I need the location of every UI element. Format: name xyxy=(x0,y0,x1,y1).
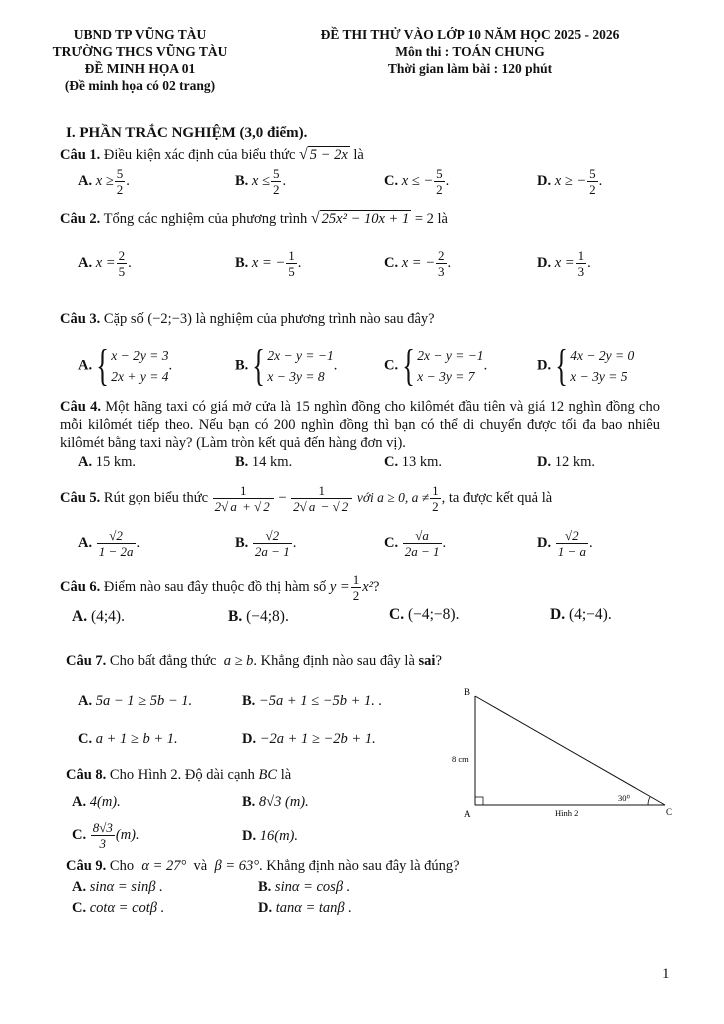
triangle-figure xyxy=(440,680,690,825)
option-value: cotα = cotβ . xyxy=(89,900,165,916)
q9-option-c[interactable] xyxy=(72,900,164,917)
q1-label: Câu 1. xyxy=(60,147,101,163)
vertex-a-label: A xyxy=(464,809,471,819)
frac-num: 5 xyxy=(589,166,596,181)
q3-option-d[interactable]: D.{ 4x − 2y = 0 x − 3y = 5 xyxy=(537,341,635,390)
option-lhs: x = − xyxy=(251,254,286,271)
option-value: 4(m). xyxy=(89,794,121,810)
q3-text-a: Cặp số xyxy=(103,311,144,327)
option-letter: D. xyxy=(537,172,552,189)
system-eq-1: x − 2y = 3 xyxy=(111,348,169,363)
frac-num: 8√3 xyxy=(92,820,113,835)
frac-den: 3 xyxy=(99,836,107,851)
q3-pair: (−2;−3) xyxy=(147,311,192,327)
vertex-b-label: B xyxy=(464,687,471,697)
q8-label: Câu 8. xyxy=(66,767,107,783)
option-lhs: x ≥ xyxy=(95,172,114,189)
side-length-label: 8 cm xyxy=(452,754,469,764)
q9-label: Câu 9. xyxy=(66,858,107,874)
option-letter: D. xyxy=(537,534,552,551)
option-letter: A. xyxy=(78,454,93,470)
q6-func: y = xyxy=(329,579,350,595)
q1-text: Điều kiện xác định của biểu thức xyxy=(103,147,296,163)
page-number: 1 xyxy=(662,966,670,982)
option-letter: B. xyxy=(242,794,256,810)
figure-caption: Hình 2 xyxy=(555,808,579,818)
q7-inequality: a ≥ b xyxy=(223,653,254,669)
q3-option-a[interactable]: A.{ x − 2y = 3 2x + y = 4 . xyxy=(78,341,173,390)
q9-text-b: . Khẳng định nào sau đây là đúng? xyxy=(259,858,460,874)
system-eq-2: x − 3y = 5 xyxy=(570,369,628,384)
frac-den: 2 xyxy=(589,182,596,197)
q9-alpha: α = 27° xyxy=(141,858,187,874)
option-letter: A. xyxy=(78,534,93,551)
q9-option-d[interactable] xyxy=(258,900,352,917)
option-value: sinα = cosβ . xyxy=(274,879,351,895)
q9-option-b[interactable] xyxy=(258,879,350,896)
q6-option-c[interactable] xyxy=(389,606,459,624)
frac-den: 2a − 1 xyxy=(254,544,290,559)
header-left-line-1: UBND TP VŨNG TÀU xyxy=(73,27,207,42)
frac-den: 3 xyxy=(438,264,445,279)
frac-den: 5 xyxy=(118,264,126,279)
frac-num: √2 xyxy=(253,528,292,544)
frac-num: √2 xyxy=(97,528,136,544)
system-eq-2: 2x + y = 4 xyxy=(111,369,169,384)
q2-rhs: = 2 xyxy=(414,211,434,227)
frac-num: 2 xyxy=(438,248,445,263)
q3-option-c[interactable]: C.{ 2x − y = −1 x − 3y = 7 . xyxy=(384,341,488,390)
q9-and: và xyxy=(193,858,208,874)
q8-option-c[interactable] xyxy=(72,820,140,851)
option-value: −2a + 1 ≥ −2b + 1. xyxy=(259,731,376,747)
frac-num: 5 xyxy=(436,166,443,181)
q7-option-d[interactable] xyxy=(242,731,376,748)
q1-option-a[interactable]: A. x ≥ $\frac{5}{2}$ . xyxy=(78,166,130,197)
q9-text-a: Cho xyxy=(109,858,135,874)
question-6: Câu 6. Điểm nào sau đây thuộc đồ thị hàm số y = $\frac{1}{2}$ x²? xyxy=(60,572,380,604)
angle-label: 30⁰ xyxy=(618,793,630,803)
option-letter: A. xyxy=(72,794,87,810)
system-eq-1: 2x − y = −1 xyxy=(267,348,334,363)
q3-text-b: là nghiệm của phương trình nào sau đây? xyxy=(195,311,435,327)
q7-tail: ? xyxy=(435,653,442,669)
frac-num: 5 xyxy=(116,166,124,181)
option-value: (4;−4). xyxy=(568,606,612,623)
option-value: 15 km. xyxy=(95,454,137,470)
q4-option-c[interactable] xyxy=(384,454,442,471)
frac-den: 2 xyxy=(436,182,443,197)
q7-text-a: Cho bất đẳng thức xyxy=(109,653,217,669)
header-left-line-2: TRƯỜNG THCS VŨNG TÀU xyxy=(52,44,228,59)
frac-num: 1 xyxy=(288,248,295,263)
q2-option-a[interactable]: A. x = $\frac{2}{5}$ . xyxy=(78,248,132,279)
q6-option-d[interactable] xyxy=(550,606,612,624)
header-left-line-3: ĐỀ MINH HỌA 01 xyxy=(84,61,196,76)
q6-tail: ? xyxy=(373,579,380,595)
frac-den: 1 − a xyxy=(557,544,587,559)
question-5: Câu 5. Rút gọn biểu thức $\frac{1}{2√ a + √ 2}$ − $\frac{1}{2√ a - √ 2}$ với a ≥ 0, a ≠ $\frac{1}{2}$ , ta được kết quả là xyxy=(60,483,553,515)
option-letter: A. xyxy=(78,357,93,374)
option-letter: A. xyxy=(72,879,87,895)
question-2: Câu 2. Tổng các nghiệm của phương trình √ 25x² − 10x + 1 = 2 là xyxy=(60,210,448,227)
option-value: 8√3 (m). xyxy=(258,794,309,810)
option-value: 12 km. xyxy=(554,454,596,470)
option-letter: C. xyxy=(78,731,93,747)
q4-option-d[interactable] xyxy=(537,454,595,471)
q6-label: Câu 6. xyxy=(60,579,101,595)
frac-den: 5 xyxy=(288,264,295,279)
option-letter: A. xyxy=(78,172,93,189)
header-right-line-1: ĐỀ THI THỬ VÀO LỚP 10 NĂM HỌC 2025 - 2026 xyxy=(320,27,620,42)
q3-label: Câu 3. xyxy=(60,311,101,327)
q7-option-b[interactable] xyxy=(242,693,382,710)
question-9 xyxy=(66,858,460,875)
option-letter: A. xyxy=(72,608,88,625)
system-eq-2: x − 3y = 8 xyxy=(267,369,325,384)
frac-num: √2 xyxy=(556,528,588,544)
q8-option-b[interactable] xyxy=(242,794,309,811)
option-letter: B. xyxy=(258,879,272,895)
q2-label: Câu 2. xyxy=(60,211,101,227)
q4-option-a[interactable] xyxy=(78,454,136,471)
option-value: tanα = tanβ . xyxy=(275,900,352,916)
frac-den: 2 xyxy=(116,182,124,197)
question-7 xyxy=(66,653,442,670)
q1-tail: là xyxy=(353,147,364,163)
q5-tail: , ta được kết quả là xyxy=(441,490,553,506)
frac-den: 2a − 1 xyxy=(404,544,440,559)
option-letter: B. xyxy=(235,357,249,374)
question-1: Câu 1. Điều kiện xác định của biểu thức √ 5 − 2x là xyxy=(60,146,364,163)
question-4 xyxy=(60,398,660,452)
vertex-c-label: C xyxy=(666,807,673,817)
q1-option-b[interactable]: B. x ≤ $\frac{5}{2}$ . xyxy=(235,166,287,197)
q4-option-b[interactable] xyxy=(235,454,292,471)
option-letter: C. xyxy=(384,534,399,551)
system-eq-1: 2x − y = −1 xyxy=(417,348,484,363)
option-letter: B. xyxy=(235,534,249,551)
q5-option-a[interactable]: A. $\frac{√2}{1 - 2a}$ . xyxy=(78,528,141,559)
option-value: 13 km. xyxy=(401,454,443,470)
q7-option-c[interactable] xyxy=(78,731,178,748)
q8-option-a[interactable] xyxy=(72,794,121,811)
q7-text-b: . Khẳng định nào sau đây là xyxy=(253,653,415,669)
option-letter: B. xyxy=(235,254,249,271)
option-value: 16(m). xyxy=(259,828,298,844)
option-value: −5a + 1 ≤ −5b + 1. . xyxy=(258,693,383,709)
q6-option-a[interactable] xyxy=(72,608,125,626)
option-letter: C. xyxy=(389,606,405,623)
q2-tail: là xyxy=(437,211,448,227)
option-letter: C. xyxy=(384,454,399,470)
option-letter: C. xyxy=(384,172,399,189)
option-lhs: x = xyxy=(95,254,116,271)
option-letter: B. xyxy=(228,608,243,625)
option-letter: B. xyxy=(242,693,256,709)
frac-num: 2 xyxy=(118,248,126,263)
option-letter: B. xyxy=(235,172,249,189)
q5-frac-2: $\frac{1}{2√ a - √ 2}$ xyxy=(291,483,352,514)
q8-option-d[interactable] xyxy=(242,828,298,845)
option-lhs: x ≥ − xyxy=(554,172,587,189)
q5-frac-1: $\frac{1}{2√ a + √ 2}$ xyxy=(213,483,274,514)
header-right-line-3: Thời gian làm bài : 120 phút xyxy=(387,61,553,76)
option-letter: C. xyxy=(72,826,87,843)
option-lhs: x = xyxy=(554,254,575,271)
option-letter: A. xyxy=(78,693,93,709)
q2-option-c[interactable]: C. x = − $\frac{2}{3}$ . xyxy=(384,248,452,279)
right-angle-mark xyxy=(475,797,483,805)
q1-radicand: 5 − 2x xyxy=(309,147,348,163)
option-lhs: x = − xyxy=(401,254,435,271)
q8-text-a: Cho Hình 2. Độ dài cạnh xyxy=(109,767,255,783)
option-lhs: x ≤ − xyxy=(401,172,434,189)
q5-option-d[interactable]: D. $\frac{√2}{1 - a}$ . xyxy=(537,528,593,559)
q1-option-c[interactable]: C. x ≤ − $\frac{5}{2}$ . xyxy=(384,166,450,197)
q3-option-b[interactable]: B.{ 2x − y = −1 x − 3y = 8 . xyxy=(235,341,338,390)
option-letter: D. xyxy=(258,900,273,916)
question-3 xyxy=(60,311,435,328)
q2-option-d[interactable]: D. x = $\frac{1}{3}$ . xyxy=(537,248,591,279)
option-lhs: x ≤ xyxy=(251,172,270,189)
question-8 xyxy=(66,767,291,784)
option-letter: A. xyxy=(78,254,93,271)
frac-num: √a xyxy=(403,528,442,544)
header-left-line-4: (Đề minh họa có 02 trang) xyxy=(64,78,216,93)
q2-radicand: 25x² − 10x + 1 xyxy=(321,211,410,227)
option-letter: C. xyxy=(384,357,399,374)
option-value: 5a − 1 ≥ 5b − 1. xyxy=(95,693,193,709)
q5-condition: với a ≥ 0, a ≠ xyxy=(356,490,430,505)
option-letter: D. xyxy=(537,454,552,470)
frac-den: 3 xyxy=(577,264,585,279)
system-eq-1: 4x − 2y = 0 xyxy=(570,348,635,363)
frac-num: 5 xyxy=(272,166,280,181)
q5-label: Câu 5. xyxy=(60,490,101,506)
option-letter: D. xyxy=(537,357,552,374)
q2-option-b[interactable]: B. x = − $\frac{1}{5}$ . xyxy=(235,248,302,279)
q5-text: Rút gọn biểu thức xyxy=(103,490,209,506)
q8-side: BC xyxy=(258,767,278,783)
option-value: (−4;−8). xyxy=(407,606,460,623)
frac-den: 1 − 2a xyxy=(98,544,134,559)
q4-text: Một hãng taxi có giá mở cửa là 15 nghìn đồng cho kilômét đầu tiên và giá 12 nghìn đồng cho mỗi kilômét tiếp theo. Nếu bạn có 200 nghìn đồng thì bạn có thể di chuyển được tối đa bao nhiêu kilômét bằng taxi này? (Làm tròn kết quả đến hàng đơn vị). xyxy=(60,399,660,451)
option-value: (4;4). xyxy=(90,608,125,625)
q5-option-c[interactable]: C. $\frac{√a}{2a - 1}$ . xyxy=(384,528,447,559)
side-bc xyxy=(475,696,665,805)
system-eq-2: x − 3y = 7 xyxy=(417,369,475,384)
option-value: (−4;8). xyxy=(246,608,289,625)
angle-arc xyxy=(648,797,650,805)
option-unit: (m). xyxy=(115,826,140,843)
option-letter: D. xyxy=(550,606,566,623)
header-right-line-2: Môn thi : TOÁN CHUNG xyxy=(395,44,545,59)
q9-option-a[interactable] xyxy=(72,879,163,896)
exam-header xyxy=(285,26,655,77)
school-header xyxy=(30,26,250,94)
q9-beta: β = 63° xyxy=(214,858,260,874)
q6-text: Điểm nào sau đây thuộc đồ thị hàm số xyxy=(103,579,327,595)
q1-option-d[interactable]: D. x ≥ − $\frac{5}{2}$ . xyxy=(537,166,603,197)
q7-option-a[interactable] xyxy=(78,693,192,710)
q7-label: Câu 7. xyxy=(66,653,107,669)
option-letter: D. xyxy=(537,254,552,271)
option-value: sinα = sinβ . xyxy=(89,879,163,895)
option-letter: C. xyxy=(72,900,87,916)
q8-text-b: là xyxy=(280,767,292,783)
section-title: I. PHẦN TRẮC NGHIỆM (3,0 điểm). xyxy=(66,125,308,141)
q6-option-b[interactable] xyxy=(228,608,289,626)
frac-den: 2 xyxy=(272,182,280,197)
q4-label: Câu 4. xyxy=(60,399,101,415)
q5-option-b[interactable]: B. $\frac{√2}{2a - 1}$ . xyxy=(235,528,297,559)
option-letter: D. xyxy=(242,731,257,747)
frac-num: 1 xyxy=(577,248,585,263)
option-letter: D. xyxy=(242,828,257,844)
option-letter: C. xyxy=(384,254,399,271)
q7-bold-word: sai xyxy=(418,653,436,669)
option-value: a + 1 ≥ b + 1. xyxy=(95,731,178,747)
q2-text: Tổng các nghiệm của phương trình xyxy=(103,211,308,227)
option-letter: B. xyxy=(235,454,249,470)
option-value: 14 km. xyxy=(251,454,293,470)
